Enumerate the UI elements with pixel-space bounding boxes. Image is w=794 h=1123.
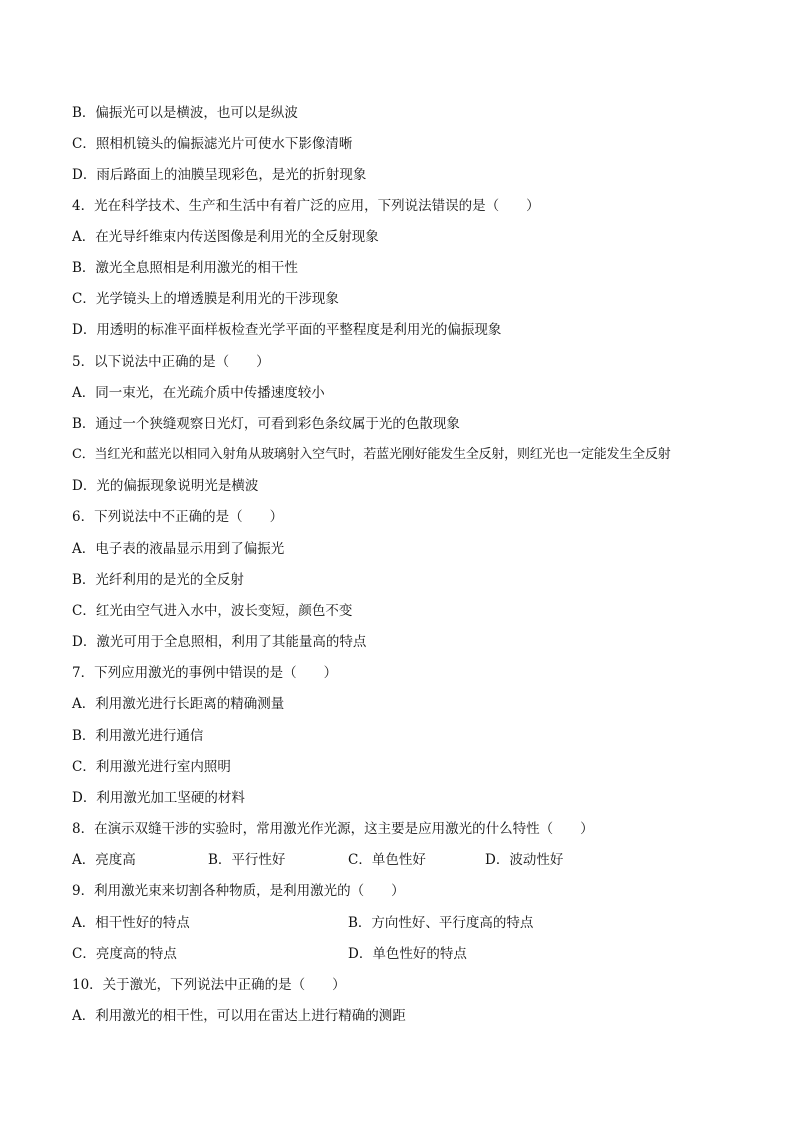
question-4-option-d: D．用透明的标准平面样板检查光学平面的平整程度是利用光的偏振现象 [72, 322, 502, 338]
question-4-option-c: C．光学镜头上的增透膜是利用光的干涉现象 [72, 291, 339, 307]
question-4-option-b: B．激光全息照相是利用激光的相干性 [72, 260, 298, 276]
question-7-option-d: D．利用激光加工坚硬的材料 [72, 790, 245, 806]
question-8-option-b: B．平行性好 [208, 852, 286, 868]
question-3-option-d: D．雨后路面上的油膜呈现彩色，是光的折射现象 [72, 167, 367, 183]
question-6-option-b: B．光纤利用的是光的全反射 [72, 572, 244, 588]
question-5-option-c: C．当红光和蓝光以相同入射角从玻璃射入空气时，若蓝光刚好能发生全反射，则红光也一定能发生全反射 [72, 447, 671, 462]
question-9-stem: 9．利用激光束来切割各种物质，是利用激光的（ ） [72, 883, 405, 899]
question-9-options-row-1 [72, 912, 732, 934]
question-7-option-b: B．利用激光进行通信 [72, 728, 204, 744]
question-6-option-d: D．激光可用于全息照相，利用了其能量高的特点 [72, 634, 367, 650]
question-7-stem: 7．下列应用激光的事例中错误的是（ ） [72, 665, 338, 681]
question-8-option-c: C．单色性好 [348, 852, 426, 868]
question-7-option-c: C．利用激光进行室内照明 [72, 759, 231, 775]
question-8-option-d: D．波动性好 [485, 852, 564, 868]
question-6-stem: 6．下列说法中不正确的是（ ） [72, 509, 284, 525]
question-5-option-d: D．光的偏振现象说明光是横波 [72, 478, 259, 494]
question-10-stem: 10．关于激光，下列说法中正确的是（ ） [72, 977, 346, 993]
question-10-option-a: A．利用激光的相干性，可以用在雷达上进行精确的测距 [72, 1008, 406, 1024]
question-9-option-b: B．方向性好、平行度高的特点 [348, 915, 534, 931]
question-3-option-b: B．偏振光可以是横波，也可以是纵波 [72, 105, 298, 121]
question-8-stem: 8．在演示双缝干涉的实验时，常用激光作光源，这主要是应用激光的什么特性（ ） [72, 821, 594, 837]
question-3-option-c: C．照相机镜头的偏振滤光片可使水下影像清晰 [72, 136, 353, 152]
question-9-option-c: C．亮度高的特点 [72, 946, 177, 962]
question-5-option-a: A．同一束光，在光疏介质中传播速度较小 [72, 385, 325, 401]
question-8-option-a: A．亮度高 [72, 852, 136, 868]
question-4-stem: 4．光在科学技术、生产和生活中有着广泛的应用，下列说法错误的是（ ） [72, 198, 540, 214]
question-9-options-row-2 [72, 943, 732, 965]
question-5-stem: 5．以下说法中正确的是（ ） [72, 354, 270, 370]
question-8-options [72, 849, 732, 871]
question-9-option-a: A．相干性好的特点 [72, 915, 190, 931]
question-6-option-a: A．电子表的液晶显示用到了偏振光 [72, 541, 285, 557]
question-9-option-d: D．单色性好的特点 [348, 946, 467, 962]
question-5-option-b: B．通过一个狭缝观察日光灯，可看到彩色条纹属于光的色散现象 [72, 416, 460, 432]
question-6-option-c: C．红光由空气进入水中，波长变短，颜色不变 [72, 603, 353, 619]
question-7-option-a: A．利用激光进行长距离的精确测量 [72, 696, 285, 712]
question-4-option-a: A．在光导纤维束内传送图像是利用光的全反射现象 [72, 229, 379, 245]
